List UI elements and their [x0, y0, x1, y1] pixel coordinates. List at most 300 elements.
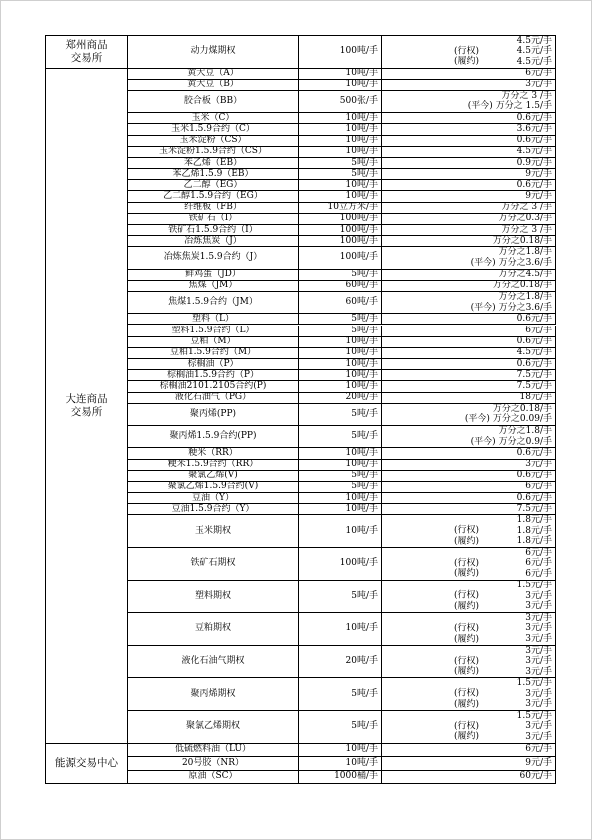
- fee-line: [382, 699, 555, 710]
- fee-cell: [382, 471, 556, 482]
- fee-cell: [382, 493, 556, 504]
- fee-label: (履约): [454, 666, 480, 677]
- fee-value: 3元/手: [525, 656, 552, 667]
- fee-line: [382, 656, 555, 667]
- fee-line: [382, 504, 555, 514]
- fee-value: 3元/手: [525, 623, 552, 634]
- fee-value: 万分之 3 /手: [501, 224, 552, 235]
- fee-value: 万分之0.9/手: [498, 436, 552, 447]
- fee-value: 6元/手: [525, 558, 552, 569]
- fee-line: [382, 559, 555, 570]
- fee-label: (行权): [454, 623, 480, 634]
- fee-line: [382, 158, 555, 168]
- fee-cell: [382, 247, 556, 269]
- fee-value: 3元/手: [525, 459, 552, 470]
- fee-value: 3元/手: [525, 601, 552, 612]
- unit-cell: 100吨/手: [299, 214, 382, 225]
- fee-label: (行权): [454, 590, 480, 601]
- exchange-name-line: 交易所: [70, 51, 103, 64]
- unit-cell: 60吨/手: [299, 292, 382, 314]
- product-cell: 豆粕1.5.9合约（M）: [128, 348, 299, 359]
- fee-label: (履约): [454, 731, 480, 742]
- fee-cell: [382, 236, 556, 247]
- unit-cell: 10立方米/手: [299, 203, 382, 214]
- unit-cell: 10吨/手: [299, 69, 382, 80]
- unit-cell: 5吨/手: [299, 326, 382, 337]
- fee-value: 4.5元/手: [516, 46, 552, 57]
- product-cell: 棕榈油1.5.9合约（P）: [128, 370, 299, 381]
- fee-label: (履约): [454, 601, 480, 612]
- fee-line: [382, 460, 555, 470]
- unit-cell: 10吨/手: [299, 448, 382, 459]
- fee-label: (行权): [454, 525, 480, 536]
- unit-cell: 100吨/手: [299, 225, 382, 236]
- exchange-cell: [46, 744, 128, 785]
- fee-line: [382, 678, 555, 689]
- fee-label: (履约): [454, 634, 480, 645]
- unit-cell: 100吨/手: [299, 247, 382, 269]
- fee-line: [382, 515, 555, 526]
- fee-line: [382, 169, 555, 179]
- fee-value: 0.6元/手: [516, 493, 552, 503]
- exchange-cell: [46, 36, 128, 69]
- fee-cell: [382, 214, 556, 225]
- fee-value: 4.5元/手: [516, 56, 552, 67]
- fee-line: [382, 91, 555, 102]
- fee-value: 1.5元/手: [516, 678, 552, 689]
- fee-value: 0.9元/手: [516, 157, 552, 168]
- fee-value: 3元/手: [525, 699, 552, 710]
- fee-value: 3元/手: [525, 688, 552, 699]
- product-cell: 塑料（L）: [128, 314, 299, 325]
- product-cell: 动力煤期权: [128, 36, 299, 69]
- product-cell: 黄大豆（A）: [128, 69, 299, 80]
- fee-cell: [382, 348, 556, 359]
- exchange-name-line: 交易所: [70, 405, 103, 418]
- fee-cell: [382, 147, 556, 158]
- fee-value: 60元/手: [519, 771, 552, 782]
- product-cell: 原油（SC）: [128, 771, 299, 785]
- fee-line: [382, 471, 555, 481]
- fee-line: [382, 744, 555, 757]
- product-cell: 焦煤（JM）: [128, 281, 299, 292]
- fee-line: [382, 314, 555, 324]
- fee-label: (行权): [454, 688, 480, 699]
- fee-value: 万分之 3 /手: [501, 90, 552, 101]
- fee-line: [382, 482, 555, 492]
- fee-cell: [382, 381, 556, 392]
- fee-label: (平今): [470, 257, 496, 268]
- fee-value: 3元/手: [525, 613, 552, 623]
- fee-value: 万分之0.3/手: [498, 213, 552, 224]
- fee-line: [382, 624, 555, 635]
- fee-line: [382, 536, 555, 547]
- unit-cell: 10吨/手: [299, 515, 382, 548]
- unit-cell: 60吨/手: [299, 281, 382, 292]
- fee-value: 6元/手: [525, 325, 552, 336]
- product-cell: 苯乙烯1.5.9（EB）: [128, 169, 299, 180]
- product-cell: 胶合板（BB）: [128, 91, 299, 113]
- unit-cell: 100吨/手: [299, 36, 382, 69]
- fee-value: 1.8元/手: [516, 515, 552, 526]
- product-cell: 棕榈油（P）: [128, 359, 299, 370]
- fee-line: [382, 36, 555, 47]
- fee-line: [382, 634, 555, 645]
- unit-cell: 5吨/手: [299, 482, 382, 493]
- fee-line: [382, 569, 555, 580]
- fee-line: [382, 337, 555, 347]
- fee-line: [382, 493, 555, 503]
- fee-value: 万分之 3 /手: [501, 202, 552, 213]
- fee-value: 6元/手: [525, 744, 552, 755]
- unit-cell: 10吨/手: [299, 147, 382, 158]
- fee-line: [382, 69, 555, 79]
- fee-line: [382, 381, 555, 391]
- fee-line: [382, 548, 555, 559]
- product-cell: 鲜鸡蛋（JD）: [128, 270, 299, 281]
- product-cell: 玉米（C）: [128, 113, 299, 124]
- fee-value: 3.6元/手: [516, 124, 552, 135]
- unit-cell: 10吨/手: [299, 180, 382, 191]
- fee-value: 9元/手: [525, 191, 552, 202]
- unit-cell: 100吨/手: [299, 548, 382, 581]
- unit-cell: 100吨/手: [299, 236, 382, 247]
- unit-cell: 5吨/手: [299, 270, 382, 281]
- unit-cell: 10吨/手: [299, 613, 382, 646]
- fee-label: (平今): [470, 436, 496, 447]
- fee-value: 3元/手: [525, 590, 552, 601]
- fee-value: 万分之1.8/手: [498, 426, 552, 436]
- fee-cell: [382, 124, 556, 135]
- fee-cell: [382, 711, 556, 744]
- fee-label: (履约): [454, 536, 480, 547]
- product-cell: 聚氯乙烯期权: [128, 711, 299, 744]
- unit-cell: 10吨/手: [299, 744, 382, 758]
- exchange-name-line: 能源交易中心: [55, 756, 118, 769]
- fee-value: 9元/手: [525, 169, 552, 179]
- fee-line: [382, 437, 555, 448]
- unit-cell: 10吨/手: [299, 460, 382, 471]
- fee-value: 4.5元/手: [516, 146, 552, 157]
- fee-line: [382, 602, 555, 613]
- fee-value: 万分之4.5/手: [498, 269, 552, 280]
- fee-line: [382, 414, 555, 425]
- unit-cell: 10吨/手: [299, 359, 382, 370]
- unit-cell: 5吨/手: [299, 581, 382, 614]
- fee-value: 万分之0.18/手: [492, 280, 552, 291]
- product-cell: 苯乙烯（EB）: [128, 158, 299, 169]
- fee-value: 万分之0.18/手: [492, 236, 552, 246]
- product-cell: 低硫燃料油（LU）: [128, 744, 299, 758]
- fee-value: 6元/手: [525, 568, 552, 579]
- unit-cell: 5吨/手: [299, 711, 382, 744]
- fee-value: 0.6元/手: [516, 336, 552, 347]
- fee-value: 4.5元/手: [516, 347, 552, 358]
- fee-cell: [382, 270, 556, 281]
- exchange-name-line: 郑州商品: [65, 38, 108, 51]
- product-cell: 塑料1.5.9合约（L）: [128, 326, 299, 337]
- fee-value: 4.5元/手: [516, 36, 552, 46]
- fee-value: 0.6元/手: [516, 359, 552, 369]
- fee-line: [382, 180, 555, 190]
- unit-cell: 5吨/手: [299, 678, 382, 711]
- fee-label: (行权): [454, 656, 480, 667]
- unit-cell: 10吨/手: [299, 757, 382, 771]
- product-cell: 玉米淀粉1.5.9合约（CS）: [128, 147, 299, 158]
- product-cell: 棕榈油2101.2105合约(P): [128, 381, 299, 392]
- product-cell: 液化石油气期权: [128, 646, 299, 679]
- product-cell: 聚丙烯期权: [128, 678, 299, 711]
- fee-cell: [382, 646, 556, 679]
- fee-line: [382, 147, 555, 157]
- unit-cell: 20吨/手: [299, 646, 382, 679]
- fee-line: [382, 326, 555, 336]
- fee-label: (行权): [454, 558, 480, 569]
- fee-line: [382, 57, 555, 68]
- product-cell: 豆油1.5.9合约（Y）: [128, 504, 299, 515]
- fee-label: (平今): [464, 414, 490, 425]
- fee-line: [382, 47, 555, 58]
- fee-value: 7.5元/手: [516, 504, 552, 514]
- fee-value: 0.6元/手: [516, 470, 552, 481]
- product-cell: 纤维板（FB）: [128, 203, 299, 214]
- unit-cell: 500张/手: [299, 91, 382, 113]
- fee-cell: [382, 370, 556, 381]
- product-cell: 粳米（RR）: [128, 448, 299, 459]
- unit-cell: 5吨/手: [299, 158, 382, 169]
- unit-cell: 10吨/手: [299, 381, 382, 392]
- fee-line: [382, 303, 555, 314]
- unit-cell: 20吨/手: [299, 393, 382, 404]
- fee-cell: [382, 482, 556, 493]
- fee-cell: [382, 404, 556, 426]
- fee-line: [382, 393, 555, 403]
- fee-line: [382, 236, 555, 246]
- fee-value: 万分之0.18/手: [492, 403, 552, 414]
- fee-cell: [382, 314, 556, 325]
- fee-line: [382, 689, 555, 700]
- fee-cell: [382, 744, 556, 758]
- fee-value: 3元/手: [525, 721, 552, 732]
- unit-cell: 10吨/手: [299, 191, 382, 202]
- fee-cell: [382, 504, 556, 515]
- fee-cell: [382, 203, 556, 214]
- fee-value: 1.5元/手: [516, 711, 552, 721]
- product-cell: 乙二醇（EG）: [128, 180, 299, 191]
- fee-value: 6元/手: [525, 481, 552, 492]
- product-cell: 20号胶（NR）: [128, 757, 299, 771]
- fee-value: 6元/手: [525, 68, 552, 79]
- product-cell: 玉米淀粉（CS）: [128, 136, 299, 147]
- product-cell: 冶炼焦炭1.5.9合约（J）: [128, 247, 299, 269]
- fee-line: [382, 581, 555, 592]
- fee-value: 0.6元/手: [516, 180, 552, 190]
- fee-cell: [382, 36, 556, 69]
- fee-line: [382, 732, 555, 743]
- fee-line: [382, 124, 555, 134]
- unit-cell: 5吨/手: [299, 426, 382, 448]
- fee-line: [382, 80, 555, 90]
- unit-cell: 10吨/手: [299, 493, 382, 504]
- fee-value: 万分之0.09/手: [492, 414, 552, 425]
- fee-value: 0.6元/手: [516, 135, 552, 146]
- fee-cell: [382, 225, 556, 236]
- product-cell: 冶炼焦炭（J）: [128, 236, 299, 247]
- unit-cell: 5吨/手: [299, 169, 382, 180]
- fee-line: [382, 448, 555, 458]
- fee-value: 1.5元/手: [516, 580, 552, 591]
- fee-cell: [382, 281, 556, 292]
- fee-cell: [382, 448, 556, 459]
- fee-value: 万分之1.8/手: [498, 247, 552, 258]
- fee-value: 万分之1.8/手: [498, 292, 552, 302]
- product-cell: 聚丙烯1.5.9合约(PP): [128, 426, 299, 448]
- product-cell: 聚丙烯(PP): [128, 404, 299, 426]
- fee-line: [382, 711, 555, 722]
- fee-cell: [382, 359, 556, 370]
- fee-label: (行权): [454, 721, 480, 732]
- product-cell: 塑料期权: [128, 581, 299, 614]
- product-cell: 聚氯乙烯(V): [128, 471, 299, 482]
- product-cell: 焦煤1.5.9合约（JM）: [128, 292, 299, 314]
- fee-line: [382, 722, 555, 733]
- fee-line: [382, 757, 555, 770]
- fee-cell: [382, 337, 556, 348]
- unit-cell: 10吨/手: [299, 504, 382, 515]
- fee-line: [382, 270, 555, 280]
- product-cell: 黄大豆（B）: [128, 80, 299, 91]
- product-cell: 粳米1.5.9合约（RR）: [128, 460, 299, 471]
- fee-value: 3元/手: [525, 634, 552, 645]
- fee-value: 18元/手: [519, 392, 552, 403]
- fee-cell: [382, 548, 556, 581]
- fee-cell: [382, 169, 556, 180]
- fee-value: 0.6元/手: [516, 113, 552, 123]
- fee-cell: [382, 113, 556, 124]
- fee-cell: [382, 180, 556, 191]
- fee-value: 9元/手: [525, 757, 552, 768]
- product-cell: 玉米期权: [128, 515, 299, 548]
- fee-label: (行权): [454, 46, 480, 57]
- fee-cell: [382, 91, 556, 113]
- fee-cell: [382, 292, 556, 314]
- product-cell: 铁矿石1.5.9合约（I）: [128, 225, 299, 236]
- product-cell: 玉米1.5.9合约（C）: [128, 124, 299, 135]
- fee-value: 3元/手: [525, 666, 552, 677]
- fee-cell: [382, 771, 556, 785]
- fee-value: 7.5元/手: [516, 381, 552, 391]
- product-cell: 乙二醇1.5.9合约（EG）: [128, 191, 299, 202]
- fee-line: [382, 258, 555, 269]
- fee-cell: [382, 69, 556, 80]
- fee-cell: [382, 326, 556, 337]
- fee-cell: [382, 191, 556, 202]
- fee-line: [382, 214, 555, 224]
- fee-line: [382, 370, 555, 380]
- fee-value: 3元/手: [525, 79, 552, 90]
- fee-value: 3元/手: [525, 731, 552, 742]
- fee-line: [382, 526, 555, 537]
- unit-cell: 10吨/手: [299, 124, 382, 135]
- fee-cell: [382, 80, 556, 91]
- fee-cell: [382, 393, 556, 404]
- product-cell: 豆油（Y）: [128, 493, 299, 504]
- fee-cell: [382, 613, 556, 646]
- product-cell: 豆粕期权: [128, 613, 299, 646]
- fee-line: [382, 348, 555, 358]
- product-cell: 铁矿石（I）: [128, 214, 299, 225]
- unit-cell: 10吨/手: [299, 370, 382, 381]
- fee-line: [382, 225, 555, 235]
- fee-cell: [382, 757, 556, 771]
- unit-cell: 5吨/手: [299, 471, 382, 482]
- fee-line: [382, 113, 555, 123]
- product-cell: 豆粕（M）: [128, 337, 299, 348]
- unit-cell: 5吨/手: [299, 404, 382, 426]
- fee-line: [382, 191, 555, 201]
- fee-line: [382, 203, 555, 213]
- fee-value: 0.6元/手: [516, 314, 552, 324]
- unit-cell: 10吨/手: [299, 80, 382, 91]
- fee-cell: [382, 158, 556, 169]
- fee-label: (履约): [454, 699, 480, 710]
- fee-value: 0.6元/手: [516, 448, 552, 458]
- fee-cell: [382, 460, 556, 471]
- fee-cell: [382, 136, 556, 147]
- fee-line: [382, 359, 555, 369]
- exchange-cell: [46, 69, 128, 744]
- fee-label: (履约): [454, 568, 480, 579]
- unit-cell: 10吨/手: [299, 348, 382, 359]
- unit-cell: 10吨/手: [299, 136, 382, 147]
- unit-cell: 5吨/手: [299, 314, 382, 325]
- fee-label: (履约): [454, 56, 480, 67]
- product-cell: 铁矿石期权: [128, 548, 299, 581]
- fee-value: 7.5元/手: [516, 370, 552, 380]
- fee-line: [382, 404, 555, 415]
- fee-cell: [382, 426, 556, 448]
- fee-cell: [382, 678, 556, 711]
- fee-value: 万分之3.6/手: [498, 257, 552, 268]
- fee-line: [382, 426, 555, 437]
- unit-cell: 10吨/手: [299, 337, 382, 348]
- fee-value: 3元/手: [525, 645, 552, 656]
- exchange-name-line: 大连商品: [65, 392, 108, 405]
- unit-cell: 10吨/手: [299, 113, 382, 124]
- product-cell: 液化石油气（PG）: [128, 393, 299, 404]
- fee-value: 6元/手: [525, 548, 552, 558]
- fee-cell: [382, 515, 556, 548]
- fee-line: [382, 136, 555, 146]
- fee-line: [382, 281, 555, 291]
- fee-line: [382, 247, 555, 258]
- fee-value: 1.8元/手: [516, 525, 552, 536]
- fee-line: [382, 102, 555, 113]
- fee-line: [382, 646, 555, 657]
- fee-value: 1.8元/手: [516, 536, 552, 547]
- product-cell: 聚氯乙烯1.5.9合约(V): [128, 482, 299, 493]
- fee-line: [382, 292, 555, 303]
- fee-value: 万分之3.6/手: [498, 302, 552, 313]
- fee-table: [45, 35, 556, 784]
- fee-line: [382, 771, 555, 784]
- fee-value: 万分之 1.5/手: [495, 101, 552, 112]
- fee-label: (平今): [467, 101, 493, 112]
- fee-label: (平今): [470, 302, 496, 313]
- unit-cell: 1000桶/手: [299, 771, 382, 785]
- fee-line: [382, 667, 555, 678]
- fee-cell: [382, 581, 556, 614]
